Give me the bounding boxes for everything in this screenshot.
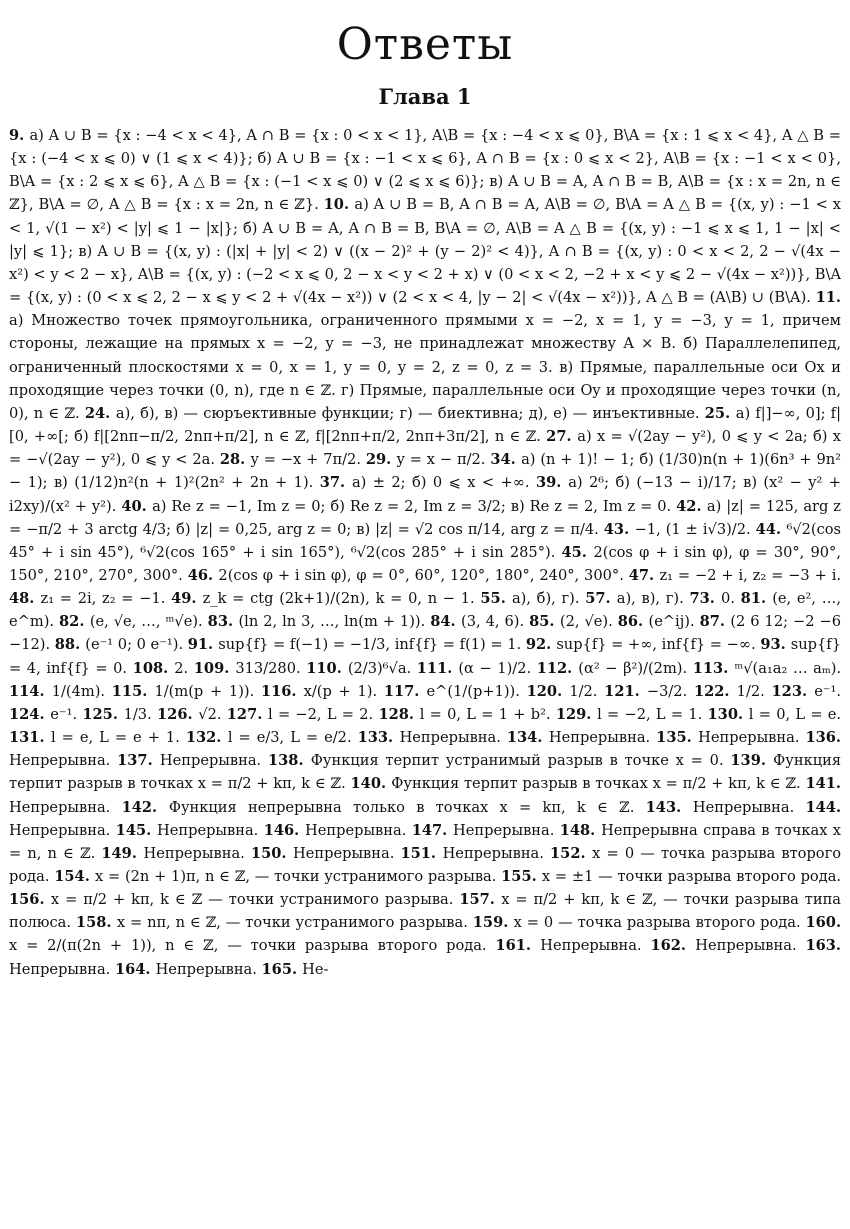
page-title: Ответы <box>336 19 514 70</box>
answer-item: 159. x = 0 — точка разрыва второго рода. <box>472 914 801 932</box>
answer-item: 164. Непрерывна. <box>114 960 257 978</box>
answer-item: 113. ᵐ√(a₁a₂ … aₘ). <box>692 659 841 677</box>
answers-paragraph <box>9 124 841 981</box>
answer-item: 110. (2/3)⁶√a. <box>306 659 412 677</box>
answer-item: 138. Функция терпит устранимый разрыв в точке x = 0. <box>268 752 724 770</box>
answer-item: 144. Непрерывна. <box>9 798 841 839</box>
answer-item: 85. (2, √e). <box>529 613 613 631</box>
answer-item: 111. (α − 1)/2. <box>416 659 532 677</box>
answer-item: 151. Непрерывна. <box>400 844 544 862</box>
answer-item: 24. а), б), в) — сюръективные функции; г) — биективна; д), е) — инъективные. <box>84 404 700 422</box>
answer-item: 141. Непрерывна. <box>9 775 841 816</box>
answer-item: 121. −3/2. <box>604 682 688 700</box>
answer-item: 127. l = −2, L = 2. <box>226 705 374 723</box>
answer-item: 158. x = nπ, n ∈ ℤ, — точки устранимого разрыва. <box>75 914 468 932</box>
answer-item: 136. Непрерывна. <box>9 729 841 770</box>
answer-item: 93. sup{f} = 4, inf{f} = 0. <box>9 636 841 677</box>
answer-item: 37. а) ± 2; б) 0 ⩽ x < +∞. <box>319 474 530 492</box>
answer-item: 109. 313/280. <box>193 659 301 677</box>
answer-item: 86. (e^ij). <box>617 613 695 631</box>
answer-item: 145. Непрерывна. <box>115 821 259 839</box>
answer-item: 28. y = −x + 7π/2. <box>219 451 361 469</box>
answer-item: 143. Непрерывна. <box>645 798 795 816</box>
answer-item: 162. Непрерывна. <box>650 937 797 955</box>
answer-item: 157. x = π/2 + kπ, k ∈ ℤ, — точки разрыва типа полюса. <box>9 891 841 932</box>
answer-item: 142. Функция непрерывна только в точках x = kπ, k ∈ ℤ. <box>121 798 635 816</box>
answer-item: 125. 1/3. <box>82 705 152 723</box>
answer-item: 47. z₁ = −2 + i, z₂ = −3 + i. <box>628 566 841 584</box>
answer-item: 117. e^(1/(p+1)). <box>383 682 520 700</box>
answer-item: 84. (3, 4, 6). <box>430 613 525 631</box>
answer-item: 42. а) |z| = 125, arg z = −π/2 + 3 arctg 4/3; б) |z| = 0,25, arg z = 0; в) |z| = √2 cos π/14, arg z = π/4. <box>9 497 841 538</box>
answer-item: 81. (e, e², …, e^m). <box>9 590 841 631</box>
answer-item: 131. l = e, L = e + 1. <box>9 729 180 747</box>
answers-body <box>9 124 841 1214</box>
answer-item: 45. 2(cos φ + i sin φ), φ = 30°, 90°, 150°, 210°, 270°, 300°. <box>9 543 841 584</box>
answer-item: 134. Непрерывна. <box>506 729 651 747</box>
answer-item: 25. а) f|]−∞, 0]; f|[0, +∞[; б) f|[2nπ−π/2, 2nπ+π/2], n ∈ ℤ, f|[2nπ+π/2, 2nπ+3π/2], n ∈ ℤ. <box>9 404 841 446</box>
answer-item: 73. 0. <box>689 590 735 608</box>
chapter-heading: Глава 1 <box>378 84 472 109</box>
answer-item: 152. x = 0 — точка разрыва второго рода. <box>9 844 841 885</box>
answer-item: 88. (e⁻¹ 0; 0 e⁻¹). <box>54 636 184 654</box>
answer-item: 132. l = e/3, L = e/2. <box>185 729 352 747</box>
answer-item: 92. sup{f} = +∞, inf{f} = −∞. <box>525 636 756 654</box>
answer-item: 135. Непрерывна. <box>656 729 800 747</box>
answer-item: 116. x/(p + 1). <box>260 682 378 700</box>
answer-item: 114. 1/(4m). <box>9 682 106 700</box>
answer-item: 148. Непрерывна справа в точках x = n, n ∈ ℤ. <box>9 821 841 862</box>
answer-item: 133. Непрерывна. <box>357 729 501 747</box>
answer-item: 123. e⁻¹. <box>771 682 841 700</box>
answer-item: 83. (ln 2, ln 3, …, ln(m + 1)). <box>207 613 426 631</box>
answer-item: 128. l = 0, L = 1 + b². <box>378 705 551 723</box>
answer-item: 91. sup{f} = f(−1) = −1/3, inf{f} = f(1) = 1. <box>187 636 522 654</box>
answer-item: 155. x = ±1 — точки разрыва второго рода. <box>501 868 841 885</box>
answer-item: 46. 2(cos φ + i sin φ), φ = 0°, 60°, 120°, 180°, 240°, 300°. <box>187 566 624 584</box>
answer-item: 124. e⁻¹. <box>9 705 78 723</box>
answer-item: 44. ⁶√2(cos 45° + i sin 45°), ⁶√2(cos 165° + i sin 165°), ⁶√2(cos 285° + i sin 285°). <box>9 520 841 561</box>
answer-item: 10. а) A ∪ B = B, A ∩ B = A, A\B = ∅, B\A = A △ B = {(x, y) : −1 < x < 1, √(1 − x²) < |y| ⩽ 1 − |x|}; б) A ∪ B = A, A ∩ B = B, B\A = ∅, A\B = A △ B = {(x, y) : −1 ⩽ x ⩽ 1, 1 − |x| < |y| ⩽ 1}; в) A ∪ B = {(x, y) : (|x| + |y| < 2) ∨ ((x − 2)² + (y − 2)² < 4)}, A ∩ B = {(x, y) : 0 < x < 2, 2 − √(4x − x²) < y < 2 − x}, A\B = {(x, y) : (−2 < x ⩽ 0, 2 − x < y < 2 + x) ∨ (0 < x < 2, −2 + x < y ⩽ 2 − √(4x − x²))}, B\A = {(x, y) : (0 < x ⩽ 2, 2 − x ⩽ y < 2 + √(4x − x²)) ∨ (2 < x < 4, |y − 2| < √(4x − x²))}, A △ B = (A\B) ∪ (B\A). <box>9 196 841 307</box>
answer-item: 160. x = 2/(π(2n + 1)), n ∈ ℤ, — точки разрыва второго рода. <box>9 914 841 955</box>
answer-item: 154. x = (2n + 1)π, n ∈ ℤ, — точки устранимого разрыва. <box>54 868 497 885</box>
answer-item: 29. y = x − π/2. <box>365 451 486 469</box>
answer-item: 139. Функция терпит разрыв в точках x = π/2 + kπ, k ∈ ℤ. <box>9 752 841 793</box>
answer-item: 126. √2. <box>157 705 222 723</box>
answer-item: 163. Непрерывна. <box>9 937 841 978</box>
answer-item: 48. z₁ = 2i, z₂ = −1. <box>9 590 166 608</box>
answer-item: 9. а) A ∪ B = {x : −4 < x < 4}, A ∩ B = {x : 0 < x < 1}, A\B = {x : −4 < x ⩽ 0}, B\A = {x : 1 ⩽ x < 4}, A △ B = {x : (−4 < x ⩽ 0) ∨ (1 ⩽ x < 4)}; б) A ∪ B = {x : −1 < x ⩽ 6}, A ∩ B = {x : 0 ⩽ x < 2}, A\B = {x : −1 < x < 0}, B\A = {x : 2 ⩽ x ⩽ 6}, A △ B = {x : (−1 < x ⩽ 0) ∨ (2 ⩽ x ⩽ 6)}; в) A ∪ B = A, A ∩ B = B, A\B = {x : x = 2n, n ∈ ℤ}, B\A = ∅, A △ B = {x : x = 2n, n ∈ ℤ}. <box>9 127 841 214</box>
answer-item: 147. Непрерывна. <box>411 821 555 839</box>
answer-item: 149. Непрерывна. <box>101 844 245 862</box>
answer-item: 120. 1/2. <box>526 682 598 700</box>
answer-item: 161. Непрерывна. <box>495 937 642 955</box>
answer-item: 39. а) 2⁶; б) (−13 − i)/17; в) (x² − y² + i2xy)/(x² + y²). <box>9 474 841 515</box>
answer-item: 130. l = 0, L = e. <box>707 705 841 723</box>
answer-item: 43. −1, (1 ± i√3)/2. <box>603 520 751 538</box>
answer-item: 55. а), б), г). <box>480 590 580 608</box>
answer-item: 137. Непрерывна. <box>117 752 262 770</box>
answer-item: 122. 1/2. <box>693 682 765 700</box>
answer-item: 27. а) x = √(2ay − y²), 0 ⩽ y < 2a; б) x = −√(2ay − y²), 0 ⩽ y < 2a. <box>9 428 841 469</box>
answer-item: 87. (2 6 12; −2 −6 −12). <box>9 613 841 654</box>
answer-item: 146. Непрерывна. <box>263 821 407 839</box>
answer-item: 11. а) Множество точек прямоугольника, ограниченного прямыми x = −2, x = 1, y = −3, y = 1, причем стороны, лежащие на прямых x = −2, y = −3, не принадлежат множеству A × B. б) Параллелепипед, ограниченный плоскостями x = 0, x = 1, y = 0, y = 2, z = 0, z = 3. в) Прямые, параллельные оси Ox и проходящие через точки (0, n), где n ∈ ℤ. г) Прямые, параллельные оси Oy и проходящие через точки (n, 0), n ∈ ℤ. <box>9 289 841 422</box>
answer-item: 40. а) Re z = −1, Im z = 0; б) Re z = 2, Im z = 3/2; в) Re z = 2, Im z = 0. <box>121 497 672 515</box>
answer-item: 112. (α² − β²)/(2m). <box>536 659 688 677</box>
answer-item: 115. 1/(m(p + 1)). <box>111 682 255 700</box>
answer-item: 57. а), в), г). <box>585 590 684 608</box>
answer-item: 165. Не- <box>261 960 329 978</box>
answer-item: 140. Функция терпит разрыв в точках x = π/2 + kπ, k ∈ ℤ. <box>350 775 801 793</box>
answer-item: 49. z_k = ctg (2k+1)/(2n), k = 0, n − 1. <box>171 590 475 608</box>
answer-item: 129. l = −2, L = 1. <box>555 705 703 723</box>
answer-item: 82. (e, √e, …, ᵐ√e). <box>59 613 203 631</box>
answer-item: 156. x = π/2 + kπ, k ∈ ℤ — точки устранимого разрыва. <box>9 891 454 909</box>
answer-item: 34. а) (n + 1)! − 1; б) (1/30)n(n + 1)(6n³ + 9n² − 1); в) (1/12)n²(n + 1)²(2n² + 2n + 1). <box>9 451 841 492</box>
answer-item: 150. Непрерывна. <box>250 844 395 862</box>
answer-item: 108. 2. <box>132 659 189 677</box>
